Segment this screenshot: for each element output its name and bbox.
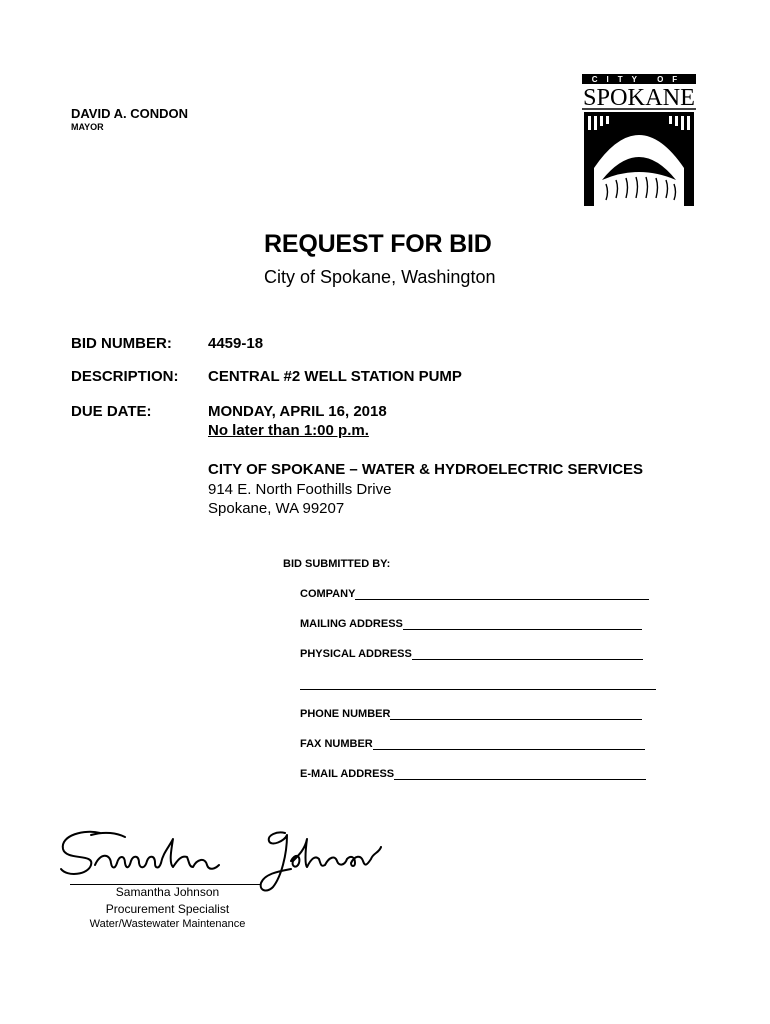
document-title: REQUEST FOR BID — [264, 230, 492, 258]
company-field[interactable] — [300, 586, 649, 600]
signature-text: Samantha Johnson — [55, 825, 64, 826]
phone-number-field[interactable] — [300, 706, 642, 720]
logo-top-text: CITY OF — [591, 75, 687, 84]
department-name: CITY OF SPOKANE – WATER & HYDROELECTRIC SERVICES — [208, 461, 644, 478]
signatory-name: Samantha Johnson — [115, 885, 220, 899]
fax-number-blank-line[interactable] — [373, 738, 645, 750]
document-subtitle: City of Spokane, Washington — [264, 267, 496, 287]
email-address-blank-line[interactable] — [394, 768, 646, 780]
physical-address-blank-line-2[interactable] — [300, 678, 656, 690]
mailing-address-blank-line[interactable] — [403, 618, 642, 630]
phone-number-blank-line[interactable] — [390, 708, 642, 720]
physical-address-label: PHYSICAL ADDRESS — [300, 648, 412, 660]
phone-number-label: PHONE NUMBER — [300, 708, 391, 720]
description-label: DESCRIPTION: — [71, 368, 179, 385]
logo-name-text: SPOKANE — [583, 85, 695, 111]
due-date-value: MONDAY, APRIL 16, 2018 — [208, 403, 387, 420]
bid-number-value: 4459-18 — [208, 335, 264, 352]
company-blank-line[interactable] — [355, 588, 649, 600]
mayor-name: DAVID A. CONDON — [71, 106, 188, 121]
address-line-1: 914 E. North Foothills Drive — [208, 481, 392, 498]
signatory-department: Water/Wastewater Maintenance — [89, 918, 246, 930]
due-date-label: DUE DATE: — [71, 403, 152, 420]
physical-address-blank-line[interactable] — [412, 648, 643, 660]
mailing-address-field[interactable] — [300, 616, 642, 630]
bid-submitted-by-heading: BID SUBMITTED BY: — [283, 558, 391, 570]
email-address-label: E-MAIL ADDRESS — [300, 768, 395, 780]
fax-number-label: FAX NUMBER — [300, 738, 373, 750]
mayor-title: MAYOR — [71, 122, 104, 132]
due-time-value: No later than 1:00 p.m. — [208, 422, 369, 439]
signatory-title: Procurement Specialist — [105, 902, 230, 916]
description-value: CENTRAL #2 WELL STATION PUMP — [208, 368, 462, 385]
address-line-2: Spokane, WA 99207 — [208, 500, 345, 517]
city-of-spokane-logo — [580, 72, 698, 210]
email-address-field[interactable] — [300, 766, 646, 780]
physical-address-line-2[interactable] — [300, 676, 656, 690]
company-label: COMPANY — [300, 588, 356, 600]
physical-address-field[interactable] — [300, 646, 643, 660]
fax-number-field[interactable] — [300, 736, 645, 750]
mailing-address-label: MAILING ADDRESS — [300, 618, 403, 630]
bid-number-label: BID NUMBER: — [71, 335, 172, 352]
